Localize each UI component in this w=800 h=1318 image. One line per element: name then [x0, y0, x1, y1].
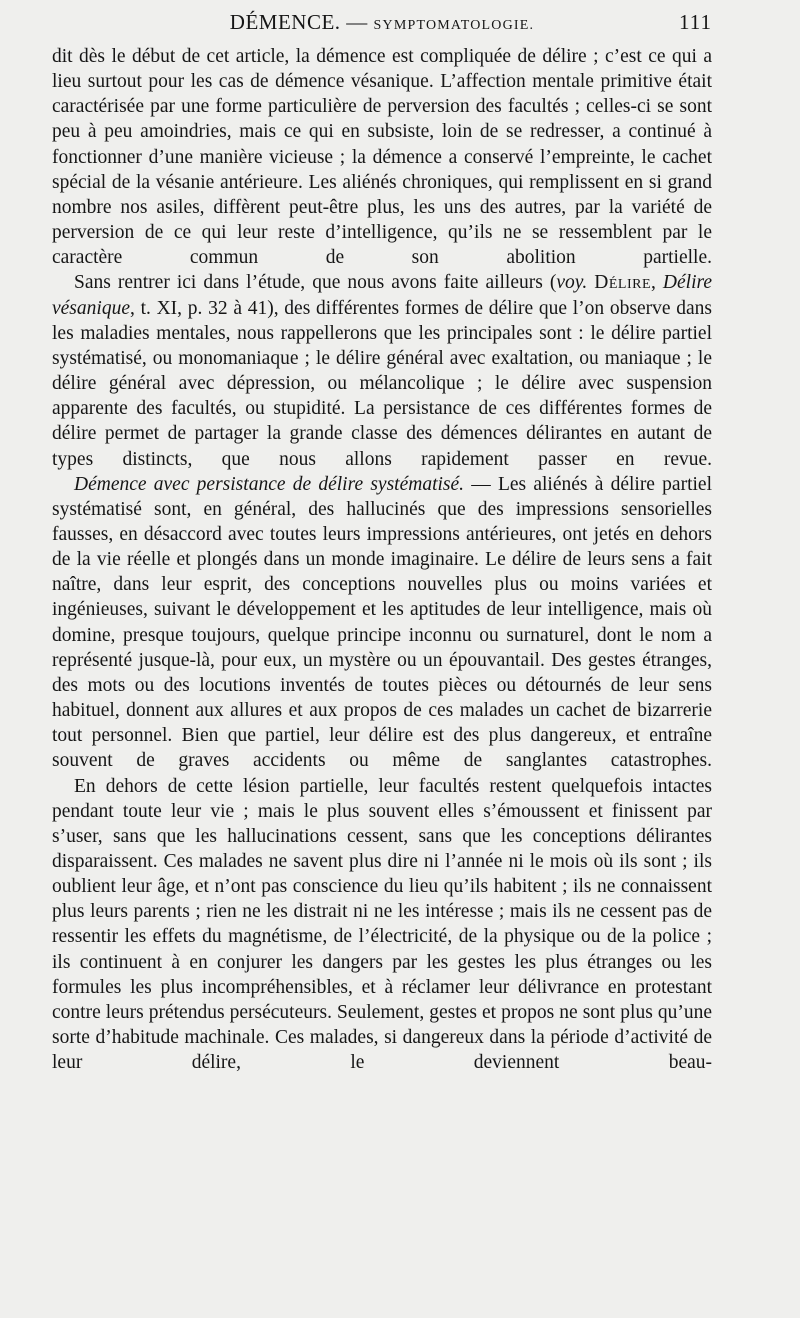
paragraph-2-text-a: Sans rentrer ici dans l’étude, que nous avons faite ailleurs (	[74, 272, 557, 294]
comma: ,	[651, 272, 663, 294]
cross-reference-delire-vesanique: Délire vésanique	[52, 272, 713, 319]
voy-abbreviation: voy.	[556, 272, 588, 294]
paragraph-3	[52, 472, 712, 774]
running-head	[52, 10, 712, 40]
running-head-title	[52, 10, 712, 35]
body-text	[52, 44, 712, 1075]
page-number: 111	[679, 10, 712, 34]
paragraph-1: dit dès le début de cet article, la démence est compliquée de délire ; c’est ce qui a lieu surtout pour les cas de démence vésanique. L’affection mentale primitive était caractérisée par une forme particulière de perversion des facultés ; celles-ci se sont peu à peu amoindries, mais ce qui en subsiste, loin de se redresser, a continué à fonctionner d’une manière vicieuse ; la démence a conservé l’empreinte, le cachet spécial de la vésanie antérieure. Les aliénés chroniques, qui remplissent en si grand nombre nos asiles, diffèrent peut-être plus, les uns des autres, par la variété de perversion de ce qui leur reste d’intelligence, qu’ils ne se ressemblent par le caractère commun de son abolition partielle.	[52, 46, 712, 269]
title-dash: —	[346, 10, 368, 34]
chapter-title: DÉMENCE.	[229, 10, 341, 34]
section-title: SYMPTOMATOLOGIE.	[373, 18, 535, 33]
subsection-heading: Démence avec persistance de délire systématisé.	[74, 473, 465, 495]
cross-reference-delire: Délire	[594, 272, 652, 294]
paragraph-2	[52, 270, 712, 471]
paragraph-3-text: — Les aliénés à délire partiel systématisé sont, en général, des hallucinés que des impressions sensorielles fausses, en désaccord avec toutes leurs impressions antérieures, ont jetés en dehors de la vie réelle et plongés dans un monde imaginaire. Le délire de leurs sens a fait naître, dans leur esprit, des conceptions nouvelles plus ou moins variées et ingénieuses, suivant le développement et les aptitudes de leur intelligence, mais où domine, presque toujours, quelque principe inconnu ou surnaturel, dont le nom a représenté jusque-là, pour eux, un mystère ou un épouvantail. Des gestes étranges, des mots ou des locutions inventés de toutes pièces ou détournés de leur sens habituel, donnent aux allures et aux propos de ces malades un cachet de bizarrerie tout personnel. Bien que partiel, leur délire est des plus dangereux, et entraîne souvent de graves accidents ou même de sanglantes catastrophes.	[52, 473, 712, 772]
paragraph-2-text-b: , t. XI, p. 32 à 41), des différentes formes de délire que l’on observe dans les maladies mentales, nous rappellerons que les principales sont : le délire partiel systématisé, ou monomaniaque ; le délire général avec exaltation, ou maniaque ; le délire général avec dépression, ou mélancolique ; le délire avec suspension apparente des facultés, ou stupidité. La persistance de ces différentes formes de délire permet de partager la grande classe des démences délirantes en autant de types distincts, que nous allons rapidement passer en revue.	[52, 297, 712, 470]
paragraph-4: En dehors de cette lésion partielle, leur facultés restent quelquefois intactes pendant toute leur vie ; mais le plus souvent elles s’émoussent et finissent par s’user, sans que les hallucinations cessent, sans que les conceptions délirantes disparaissent. Ces malades ne savent plus dire ni l’année ni le mois où ils sont ; ils oublient leur âge, et n’ont pas conscience du lieu qu’ils habitent ; ils ne connaissent plus leurs parents ; rien ne les distrait ni ne les intéresse ; mais ils ne cessent pas de ressentir les effets du magnétisme, de l’électricité, de la physique ou de la police ; ils continuent à en conjurer les dangers par les gestes les plus étranges ou les formules les plus incompréhensibles, et à réclamer leur délivrance en protestant contre leurs prétendus persécuteurs. Seulement, gestes et propos ne sont plus qu’une sorte d’habitude machinale. Ces malades, si dangereux dans la période d’activité de leur délire, le deviennent beau-	[52, 775, 712, 1074]
